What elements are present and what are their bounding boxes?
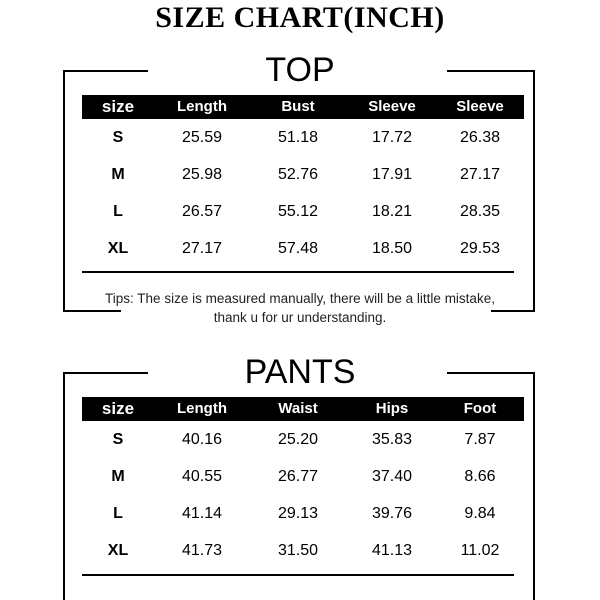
hips-cell: 35.83 [371,431,413,448]
length-cell: 25.98 [181,166,223,183]
bust-cell: 52.76 [277,166,319,183]
header-sleeve: Sleeve [368,98,416,115]
header-sleeve-2: Sleeve [456,98,504,115]
frame-top-left [63,372,148,374]
pants-table-bottom-rule [82,574,514,576]
header-length: Length [177,400,227,417]
size-cell: M [111,468,125,485]
tips-text: Tips: The size is measured manually, there will be a little mistake, thank u for ur understanding. [105,291,495,325]
header-bust: Bust [281,98,315,115]
sleeve-cell-2: 27.17 [459,166,501,183]
length-cell: 41.14 [181,505,223,522]
size-cell: XL [107,542,129,559]
foot-cell: 8.66 [464,468,496,485]
length-cell: 26.57 [181,203,223,220]
length-cell: 25.59 [181,129,223,146]
hips-cell: 37.40 [371,468,413,485]
bust-cell: 57.48 [277,240,319,257]
waist-cell: 31.50 [277,542,319,559]
header-hips: Hips [375,400,409,417]
size-cell: XL [107,240,129,257]
sleeve-cell-2: 26.38 [459,129,501,146]
hips-cell: 41.13 [371,542,413,559]
hips-cell: 39.76 [371,505,413,522]
frame-top-right [447,372,535,374]
sleeve-cell-2: 29.53 [459,240,501,257]
bust-cell: 51.18 [277,129,319,146]
header-foot: Foot [463,400,497,417]
length-cell: 41.73 [181,542,223,559]
bust-cell: 55.12 [277,203,319,220]
waist-cell: 26.77 [277,468,319,485]
header-size: size [101,97,135,116]
size-cell: L [113,505,123,522]
length-cell: 40.16 [181,431,223,448]
sleeve-cell-2: 28.35 [459,203,501,220]
header-length: Length [177,98,227,115]
table-row [82,537,524,565]
page-title: SIZE CHART(INCH) [155,1,445,34]
waist-cell: 29.13 [277,505,319,522]
sleeve-cell: 17.72 [371,129,413,146]
foot-cell: 7.87 [464,431,496,448]
table-row [82,500,524,528]
size-cell: M [111,166,125,183]
foot-cell: 11.02 [460,542,500,559]
table-row [82,463,524,491]
frame-right [533,372,535,600]
foot-cell: 9.84 [464,505,496,522]
header-waist: Waist [278,400,318,417]
waist-cell: 25.20 [277,431,319,448]
table-row [82,426,524,454]
length-cell: 27.17 [181,240,223,257]
sleeve-cell: 17.91 [371,166,413,183]
header-size: size [101,399,135,418]
pants-section-title: PANTS [244,353,356,391]
sleeve-cell: 18.21 [371,203,413,220]
size-cell: S [112,129,124,146]
size-cell: S [112,431,124,448]
sleeve-cell: 18.50 [371,240,413,257]
pants-table-header [82,397,524,421]
length-cell: 40.55 [181,468,223,485]
top-section-title: TOP [265,51,335,89]
size-cell: L [113,203,123,220]
frame-left [63,372,65,600]
